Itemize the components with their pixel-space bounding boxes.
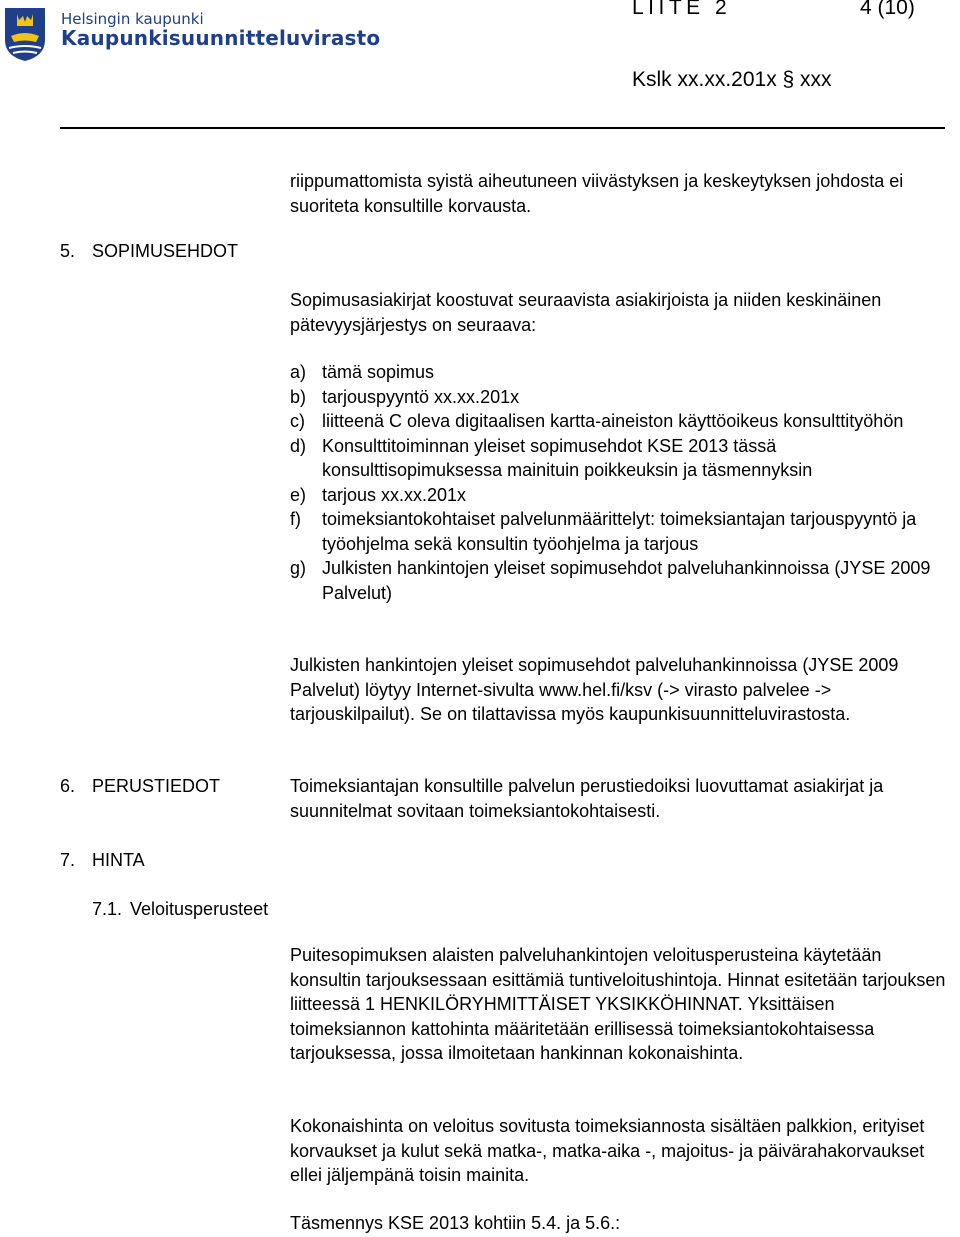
- section-5-title: SOPIMUSEHDOT: [92, 241, 239, 261]
- list-item-text: Konsulttitoiminnan yleiset sopimusehdot KSE 2013 tässä konsulttisopimuksessa mainituin poikkeuksin ja täsmennyksin: [322, 435, 813, 480]
- section-5-number: 5.: [60, 241, 76, 261]
- subsection-7-1-title: Veloitusperusteet: [130, 899, 269, 919]
- section-5-paragraph: Sopimusasiakirjat koostuvat seuraavista asiakirjoista ja niiden keskinäinen pätevyysjärjestys on seuraava:: [290, 290, 882, 335]
- list-item-label: b): [290, 386, 307, 407]
- section-6-number: 6.: [60, 776, 76, 796]
- section-7-paragraph-3: Täsmennys KSE 2013 kohtiin 5.4. ja 5.6.:: [290, 1213, 621, 1233]
- section-7-paragraph-1: Puitesopimuksen alaisten palveluhankintojen veloitusperusteina käytetään konsultin tarjouksessaan esittämiä tuntiveloitushintoja. Hinnat esitetään tarjouksen liitteessä 1 HENKILÖRYHMITTÄISET YKSIKKÖHINNAT. Yksittäisen toimeksiannon kattohinta määritetään erillisessä toimeksiantokohtaisessa tarjouksessa, jossa ilmoitetaan hankinnan kokonaishinta.: [290, 945, 946, 1063]
- reference-number: Kslk xx.xx.201x § xxx: [632, 68, 832, 91]
- section-6-title: PERUSTIEDOT: [92, 776, 221, 796]
- page-number: 4 (10): [860, 0, 915, 19]
- city-crest-icon: [3, 6, 47, 62]
- list-item-text: Julkisten hankintojen yleiset sopimusehdot palveluhankinnoissa (JYSE 2009 Palvelut): [322, 558, 931, 603]
- intro-paragraph: riippumattomista syistä aiheutuneen viivästyksen ja keskeytyksen johdosta ei suoriteta konsultille korvausta.: [290, 171, 904, 216]
- list-item-text: tarjous xx.xx.201x: [322, 484, 467, 505]
- header-divider: [60, 127, 945, 129]
- list-item-text: tämä sopimus: [322, 362, 435, 382]
- section-7-paragraph-2: Kokonaishinta on veloitus sovitusta toimeksiannosta sisältäen palkkion, erityiset korvaukset ja kulut sekä matka-, matka-aika -, majoitus- ja päivärahakorvaukset ellei jäljempänä toisin mainita.: [290, 1116, 925, 1185]
- list-item: [290, 409, 955, 434]
- list-item: [290, 360, 955, 385]
- section-6-paragraph: Toimeksiantajan konsultille palvelun perustiedoiksi luovuttamat asiakirjat ja suunnitelmat sovitaan toimeksiantokohtaisesti.: [290, 776, 884, 821]
- list-item-label: c): [290, 411, 305, 431]
- document-order-list: [290, 360, 955, 605]
- list-item: [290, 507, 955, 556]
- document-label: LIITE 2: [632, 0, 732, 19]
- list-item: [290, 385, 955, 410]
- department-name: Kaupunkisuunnitteluvirasto: [61, 26, 381, 50]
- section-5-note: Julkisten hankintojen yleiset sopimusehdot palveluhankinnoissa (JYSE 2009 Palvelut) löytyy Internet-sivulta www.hel.fi/ksv (-> virasto palvelee -> tarjouskilpailut). Se on tilattavissa myös kaupunkisuunnitteluvirastosta.: [290, 655, 899, 724]
- list-item-label: a): [290, 362, 307, 382]
- list-item-text: liitteenä C oleva digitaalisen kartta-aineiston käyttöoikeus konsulttityöhön: [322, 411, 904, 431]
- list-item-label: g): [290, 558, 307, 578]
- subsection-7-1-number: 7.1.: [92, 899, 123, 919]
- list-item: [290, 556, 955, 605]
- list-item-text: tarjouspyyntö xx.xx.201x: [322, 386, 520, 407]
- list-item-label: d): [290, 435, 307, 456]
- section-7-number: 7.: [60, 850, 76, 870]
- list-item: [290, 483, 955, 508]
- list-item: [290, 434, 955, 483]
- list-item-label: e): [290, 484, 307, 505]
- organization-name: Helsingin kaupunki: [61, 10, 204, 28]
- section-7-title: HINTA: [92, 850, 145, 870]
- list-item-text: toimeksiantokohtaiset palvelunmäärittelyt: toimeksiantajan tarjouspyyntö ja työohjelma sekä konsultin työohjelma ja tarjous: [322, 509, 917, 554]
- list-item-label: f): [290, 509, 301, 529]
